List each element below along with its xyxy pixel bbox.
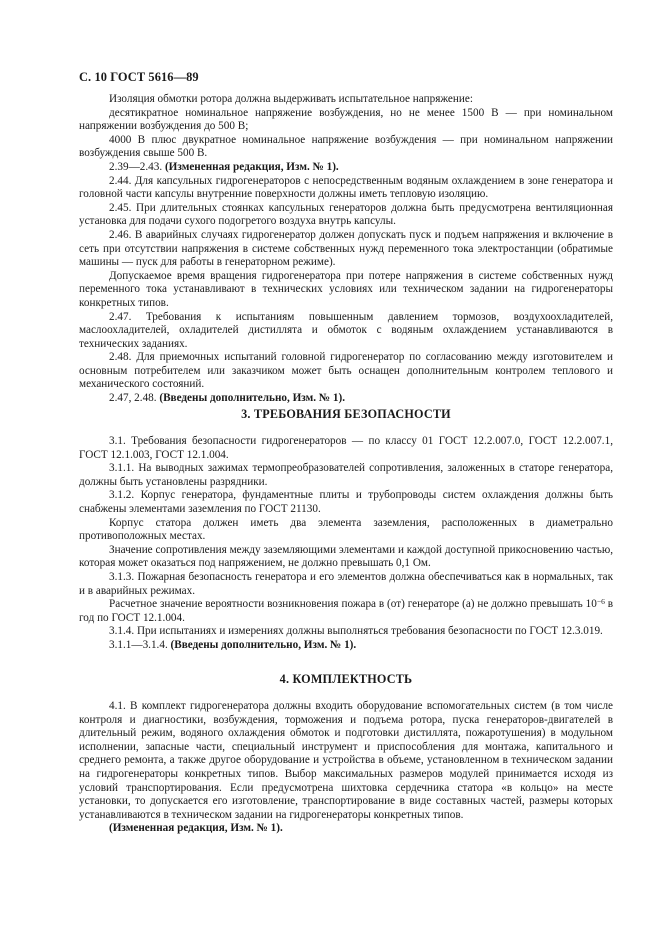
- paragraph: Корпус статора должен иметь два элемента заземления, расположенных в диаметрально противоположных местах.: [79, 516, 613, 543]
- paragraph: 2.48. Для приемочных испытаний головной гидрогенератор по согласованию между изготовителем и основным потребителем или заказчиком может быть оснащен дополнительным контролем теплового и механического состояний.: [79, 351, 613, 391]
- amendment-note: [79, 161, 613, 175]
- page-header: С. 10 ГОСТ 5616—89: [79, 70, 199, 84]
- paragraph: 3.1.4. При испытаниях и измерениях должны выполняться требования безопасности по ГОСТ 12.3.019.: [109, 625, 603, 638]
- paragraph: 2.46. В аварийных случаях гидрогенератор должен допускать пуск и подъем напряжения и включение в сеть при отсутствии напряжения в системе собственных нужд переменного тока электростанции (обратимые машины — пуск для работы в генераторном режиме).: [79, 228, 613, 269]
- paragraph: 4000 В плюс двукратное номинальное напряжение возбуждения — при номинальном напряжении возбуждения свыше 500 В.: [79, 133, 613, 160]
- section-2-continued: [79, 93, 613, 406]
- paragraph: 3.1.2. Корпус генератора, фундаментные плиты и трубопроводы систем охлаждения должны быть снабжены элементами заземления по ГОСТ 21130.: [79, 489, 613, 515]
- exponent: −6: [596, 597, 605, 607]
- paragraph: Допускаемое время вращения гидрогенератора при потере напряжения в системе собственных нужд переменного тока устанавливают в технических условиях или техническом задании на гидрогенераторы конкретных типов.: [79, 269, 613, 309]
- paragraph: 3.1. Требования безопасности гидрогенераторов — по классу 01 ГОСТ 12.2.007.0, ГОСТ 12.2.007.1, ГОСТ 12.1.003, ГОСТ 12.1.004.: [79, 435, 613, 461]
- paragraph: 3.1.1. На выводных зажимах термопреобразователей сопротивления, заложенных в статоре генератора, должны быть установлены разрядники.: [79, 462, 613, 488]
- clause-range: 3.1.1—3.1.4.: [109, 638, 168, 651]
- paragraph: 2.44. Для капсульных гидрогенераторов с непосредственным водяным охлаждением в зоне генератора и головной части капсулы внутренние поверхности должны иметь тепловую изоляцию.: [79, 174, 613, 201]
- amendment-label: (Измененная редакция, Изм. № 1).: [164, 160, 339, 173]
- amendment-note: [79, 639, 613, 653]
- section-4-title: 4. КОМПЛЕКТНОСТЬ: [279, 672, 413, 686]
- clause-range: 2.47, 2.48.: [109, 392, 157, 405]
- text-segment: Расчетное значение вероятности возникновения пожара в (от) генераторе (а) не должно превышать 10: [109, 598, 597, 611]
- section-3-body: [79, 435, 613, 653]
- amendment-note: [79, 822, 613, 836]
- paragraph: 3.1.3. Пожарная безопасность генератора и его элементов должна обеспечиваться как в нормальных, так и в аварийных режимах.: [79, 570, 613, 597]
- section-4-body: [79, 700, 613, 836]
- paragraph-with-exponent: [79, 598, 613, 625]
- clause-range: 2.39—2.43.: [109, 160, 163, 173]
- paragraph: Значение сопротивления между заземляющими элементами и каждой доступной прикосновению частью, которая может оказаться под напряжением, не должно превышать 0,1 Ом.: [79, 543, 613, 570]
- paragraph: 2.47. Требования к испытаниям повышенным давлением тормозов, воздухоохладителей, маслоохладителей, охладителей дистиллята и обмоток с водяным охлаждением устанавливаются в технических заданиях.: [79, 310, 613, 350]
- paragraph: десятикратное номинальное напряжение возбуждения, но не менее 1500 В — при номинальном напряжении возбуждения до 500 В;: [79, 106, 613, 133]
- amendment-note: [79, 392, 613, 406]
- amendment-label: (Введены дополнительно, Изм. № 1).: [159, 392, 346, 405]
- paragraph: 2.45. При длительных стоянках капсульных генераторов должна быть предусмотрена вентиляционная установка для подачи сухого подогретого воздуха внутрь капсулы.: [79, 201, 613, 228]
- paragraph: Изоляция обмотки ротора должна выдерживать испытательное напряжение:: [109, 93, 473, 105]
- text-segment: в год по ГОСТ 12.1.004.: [79, 598, 613, 624]
- section-3-title: 3. ТРЕБОВАНИЯ БЕЗОПАСНОСТИ: [241, 407, 451, 421]
- amendment-label: (Введены дополнительно, Изм. № 1).: [170, 638, 357, 651]
- document-body: [79, 93, 613, 835]
- paragraph: 4.1. В комплект гидрогенератора должны входить оборудование вспомогательных систем (в том числе контроля и диагностики, возбуждения, торможения и подъема ротора, пуска генераторов-двигателей в длительный режим, водяного охлаждения обмоток и подготовки дистиллята, пожаротушения) в модульном исполнении, запасные части, специальный инструмент и приспособления для монтажа, капитального и среднего ремонта, а также другое оборудование и устройства в объеме, установленном в техническом задании на гидрогенераторы конкретных типов. Выбор максимальных размеров модулей принимается исходя из условий транспортирования. Если предусмотрена шихтовка сердечника статора «в кольцо» на месте установки, то допускается его изготовление, транспортирование в виде составных частей, размеры которых устанавливаются в техническом задании на гидрогенераторы конкретных типов.: [79, 700, 613, 821]
- amendment-label: (Измененная редакция, Изм. № 1).: [109, 822, 283, 835]
